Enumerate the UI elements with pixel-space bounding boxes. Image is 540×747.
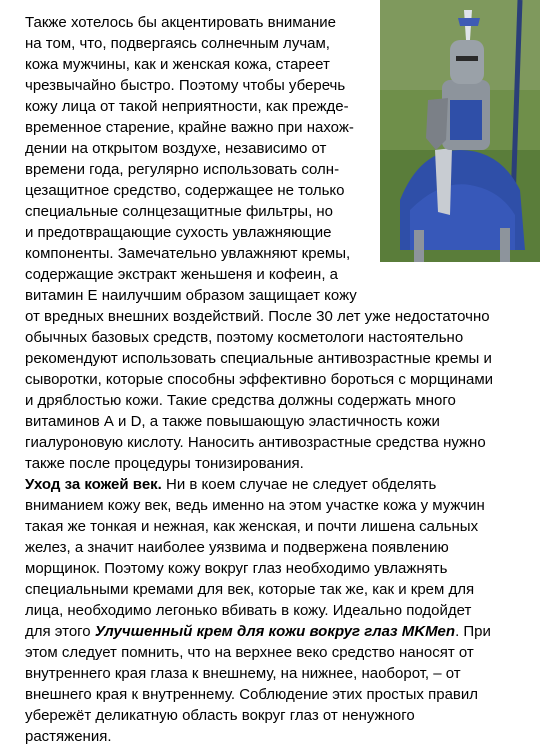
text-line (25, 516, 478, 537)
text-line (25, 285, 357, 306)
text-segment: обычных базовых средств, поэтому косметологи настоятельно (25, 329, 464, 346)
text-line (25, 684, 478, 705)
text-segment: морщинок. Поэтому кожу вокруг глаз необходимо увлажнять (25, 560, 448, 577)
text-line (25, 621, 491, 642)
text-line (25, 201, 333, 222)
text-segment: специальные солнцезащитные фильтры, но (25, 203, 334, 220)
knight-photo (380, 0, 540, 262)
text-segment: витамин Е наилучшим образом защищает кожу (25, 287, 357, 304)
text-line (25, 306, 490, 327)
text-segment: цезащитное средство, содержащее не только (25, 182, 345, 199)
text-segment: лица, необходимо легонько вбивать в кожу. Идеально подойдет (25, 602, 472, 619)
text-segment: вниманием кожу век, ведь именно на этом участке кожа у мужчин (25, 497, 485, 514)
text-line (25, 663, 461, 684)
text-segment: кожу лица от такой неприятности, как прежде- (25, 98, 349, 115)
text-line (25, 390, 456, 411)
text-segment: Также хотелось бы акцентировать внимание (25, 14, 336, 31)
text-line (25, 159, 339, 180)
text-segment: витаминов А и D, а также повышающую эластичность кожи (25, 413, 440, 430)
text-line (25, 264, 338, 285)
text-segment: времени года, регулярно использовать солн- (25, 161, 340, 178)
text-line (25, 243, 350, 264)
text-segment: содержащие экстракт женьшеня и кофеин, а (25, 266, 339, 283)
text-segment: убережёт деликатную область вокруг глаз от ненужного (25, 707, 415, 724)
text-segment: этом следует помнить, что на верхнее веко средство наносят от (25, 644, 474, 661)
text-segment: желез, а значит наиболее уязвима и подвержена появлению (25, 539, 449, 556)
text-segment: растяжения. (25, 728, 112, 745)
text-segment: такая же тонкая и нежная, как женская, и почти лишена сальных (25, 518, 479, 535)
text-line (25, 327, 463, 348)
text-segment: чрезвычайно быстро. Поэтому чтобы уберечь (25, 77, 346, 94)
emphasis-text: Уход за кожей век. (25, 476, 162, 493)
text-segment: рекомендуют использовать специальные антивозрастные кремы и (25, 350, 492, 367)
text-segment: для этого (25, 623, 95, 640)
text-line (25, 579, 474, 600)
text-line (25, 453, 304, 474)
text-segment: Ни в коем случае не следует обделять (161, 476, 437, 493)
text-segment: временное старение, крайне важно при нахож- (25, 119, 354, 136)
text-line (25, 180, 345, 201)
text-segment: кожа мужчины, как и женская кожа, стареет (25, 56, 330, 73)
text-line (25, 75, 345, 96)
text-segment: дении на открытом воздухе, независимо от (25, 140, 327, 157)
text-segment: и предотвращающие сухость увлажняющие (25, 224, 332, 241)
text-segment: компоненты. Замечательно увлажняют кремы, (25, 245, 351, 262)
text-segment: . При (455, 623, 491, 640)
text-line (25, 117, 354, 138)
text-line (25, 12, 336, 33)
text-line (25, 96, 349, 117)
text-line (25, 33, 330, 54)
text-line (25, 138, 326, 159)
text-line (25, 54, 330, 75)
text-line (25, 411, 440, 432)
text-line (25, 369, 493, 390)
text-line (25, 495, 485, 516)
text-line (25, 537, 449, 558)
text-line (25, 705, 415, 726)
text-line (25, 642, 474, 663)
text-segment: и дряблостью кожи. Такие средства должны содержать много (25, 392, 456, 409)
text-segment: внутреннего края глаза к внешнему, на нижнее, наоборот, – от (25, 665, 461, 682)
text-segment: внешнего края к внутреннему. Соблюдение этих простых правил (25, 686, 479, 703)
text-segment: сыворотки, которые способны эффективно бороться с морщинами (25, 371, 494, 388)
text-segment: также после процедуры тонизирования. (25, 455, 304, 472)
text-line (25, 432, 486, 453)
text-segment: специальными кремами для век, которые так же, как и крем для (25, 581, 475, 598)
emphasis-text: Улучшенный крем для кожи вокруг глаз MKMen (94, 623, 456, 640)
text-line (25, 348, 492, 369)
text-segment: гиалуроновую кислоту. Наносить антивозрастные средства нужно (25, 434, 486, 451)
knight-illustration (380, 0, 540, 262)
text-line (25, 558, 448, 579)
text-line (25, 474, 436, 495)
text-line (25, 726, 112, 747)
text-line (25, 600, 471, 621)
text-segment: от вредных внешних воздействий. После 30 лет уже недостаточно (25, 308, 490, 325)
text-segment: на том, что, подвергаясь солнечным лучам, (25, 35, 330, 52)
text-line (25, 222, 331, 243)
